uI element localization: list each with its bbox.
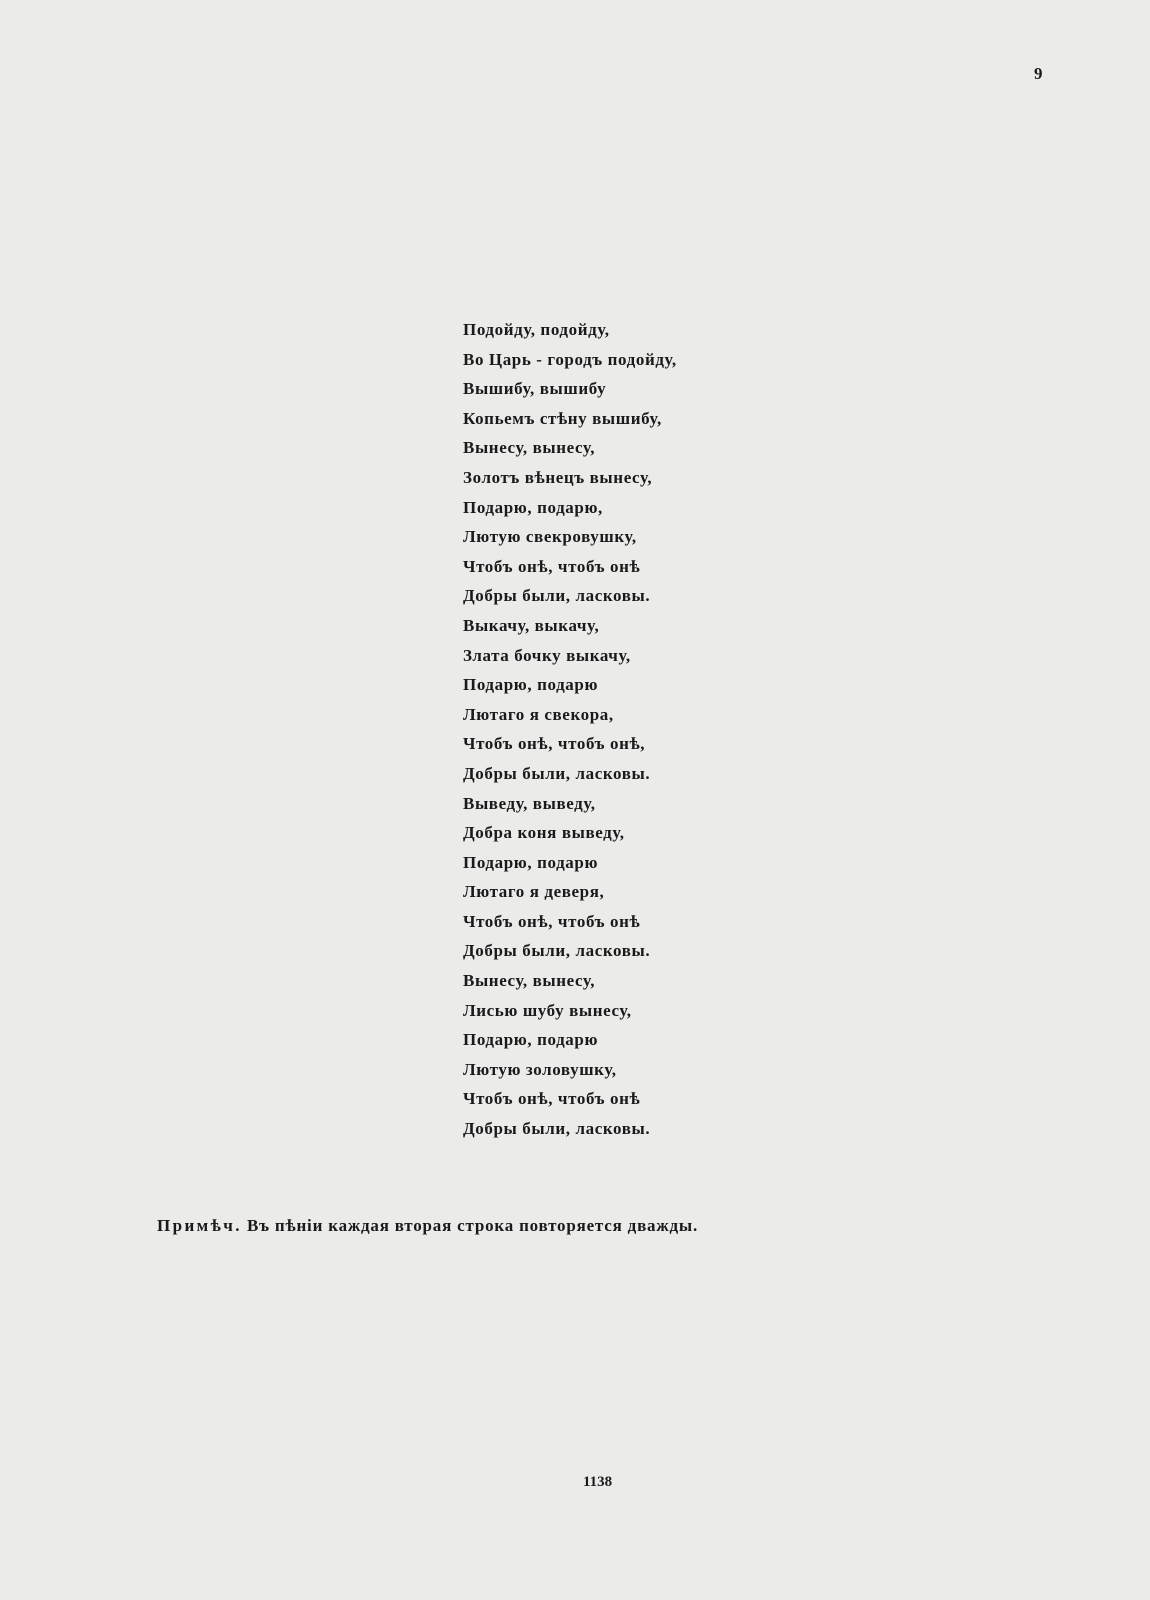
verse-line: Подарю, подарю	[463, 852, 599, 872]
verse-line: Вынесу, вынесу,	[463, 971, 596, 991]
verse-line: Лютаго я деверя,	[463, 882, 605, 902]
verse-line: Лютаго я свекора,	[463, 704, 614, 724]
verse-line: Копьемъ стѣну вышибу,	[463, 408, 662, 428]
page-number-top: 9	[1034, 64, 1043, 83]
verse-line: Добра коня выведу,	[463, 823, 625, 843]
verse-line: Злата бочку выкачу,	[463, 645, 631, 665]
verse-line: Вышибу, вышибу	[463, 379, 607, 399]
verse-block	[463, 315, 677, 1144]
verse-line: Подарю, подарю	[463, 1030, 599, 1050]
verse-line: Чтобъ онѣ, чтобъ онѣ,	[463, 734, 646, 754]
verse-line: Добры были, ласковы.	[463, 763, 651, 783]
verse-line: Золотъ вѣнецъ вынесу,	[463, 467, 653, 487]
verse-line: Чтобъ онѣ, чтобъ онѣ	[463, 1089, 641, 1109]
verse-line: Выкачу, выкачу,	[463, 615, 600, 635]
page-number-bottom: 1138	[583, 1474, 613, 1490]
verse-line: Подарю, подарю	[463, 675, 599, 695]
verse-line: Подарю, подарю,	[463, 497, 603, 517]
verse-line: Добры были, ласковы.	[463, 941, 651, 961]
verse-line: Добры были, ласковы.	[463, 586, 651, 606]
verse-line: Подойду, подойду,	[463, 320, 610, 339]
verse-line: Добры были, ласковы.	[463, 1119, 651, 1139]
verse-line: Лютую свекровушку,	[463, 527, 637, 547]
verse-line: Чтобъ онѣ, чтобъ онѣ	[463, 556, 641, 576]
footnote-label: Примѣч.	[157, 1216, 242, 1235]
verse-line: Лисью шубу вынесу,	[463, 1000, 632, 1020]
footnote-text: Въ пѣніи каждая вторая строка повторяется дважды.	[246, 1216, 699, 1235]
verse-line: Вынесу, вынесу,	[463, 438, 596, 458]
verse-line: Выведу, выведу,	[463, 793, 596, 813]
footnote	[157, 1216, 698, 1236]
verse-line: Во Царь - городъ подойду,	[463, 349, 677, 369]
verse-line: Чтобъ онѣ, чтобъ онѣ	[463, 911, 641, 931]
verse-line: Лютую золовушку,	[463, 1059, 617, 1079]
